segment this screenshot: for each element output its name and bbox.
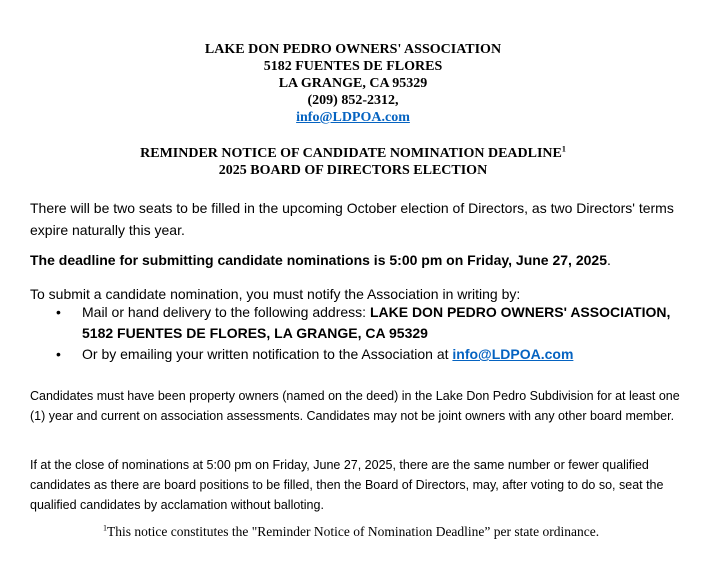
seats-paragraph: There will be two seats to be filled in the upcoming October election of Directors, as two Directors' terms expire naturally this year. (30, 200, 674, 238)
list-item (30, 344, 690, 365)
submit-intro: To submit a candidate nomination, you must notify the Association in writing by: (30, 286, 521, 302)
acclamation-paragraph: If at the close of nominations at 5:00 pm on Friday, June 27, 2025, there are the same number or fewer qualified candidates as there are board positions to be filled, then the Board of Directors, may, after voting to do so, seat the qualified candidates by acclamation without balloting. (30, 458, 664, 512)
notice-title-line1: REMINDER NOTICE OF CANDIDATE NOMINATION DEADLINE (140, 146, 562, 161)
footnote-number: 1 (103, 523, 107, 533)
phone-number: (209) 852-2312, (307, 93, 399, 108)
list-item (30, 302, 690, 344)
footnote (103, 523, 693, 540)
deadline-period: . (606, 252, 611, 268)
notice-title (0, 145, 706, 179)
bullet2-prefix: Or by emailing your written notification to the Association at (82, 346, 453, 362)
notice-title-line2: 2025 BOARD OF DIRECTORS ELECTION (218, 163, 488, 178)
body-email-link[interactable]: info@LDPOA.com (452, 346, 574, 362)
city-state-zip: LA GRANGE, CA 95329 (278, 76, 428, 91)
bullet1-prefix: Mail or hand delivery to the following address: (82, 304, 370, 320)
eligibility-paragraph: Candidates must have been property owners (named on the deed) in the Lake Don Pedro Subdivision for at least one (1) year and current on association assessments. Candidates may not be joint owners with any other board member. (30, 389, 680, 423)
deadline-paragraph (30, 249, 680, 271)
footnote-text: This notice constitutes the "Reminder Notice of Nomination Deadline” per state ordinance. (107, 524, 600, 539)
org-name: LAKE DON PEDRO OWNERS' ASSOCIATION (204, 42, 502, 57)
header-email-link[interactable]: info@LDPOA.com (296, 110, 410, 125)
letterhead (0, 41, 706, 126)
bullet-icon: • (56, 346, 61, 362)
footnote-marker: 1 (561, 144, 566, 154)
mailing-address: LAKE DON PEDRO OWNERS' ASSOCIATION, 5182 FUENTES DE FLORES, LA GRANGE, CA 95329 (82, 304, 671, 341)
deadline-text: The deadline for submitting candidate nominations is 5:00 pm on Friday, June 27, 2025 (30, 252, 607, 268)
submission-methods-list (30, 302, 690, 365)
bullet-icon: • (56, 304, 61, 320)
street-address: 5182 FUENTES DE FLORES (263, 59, 443, 74)
